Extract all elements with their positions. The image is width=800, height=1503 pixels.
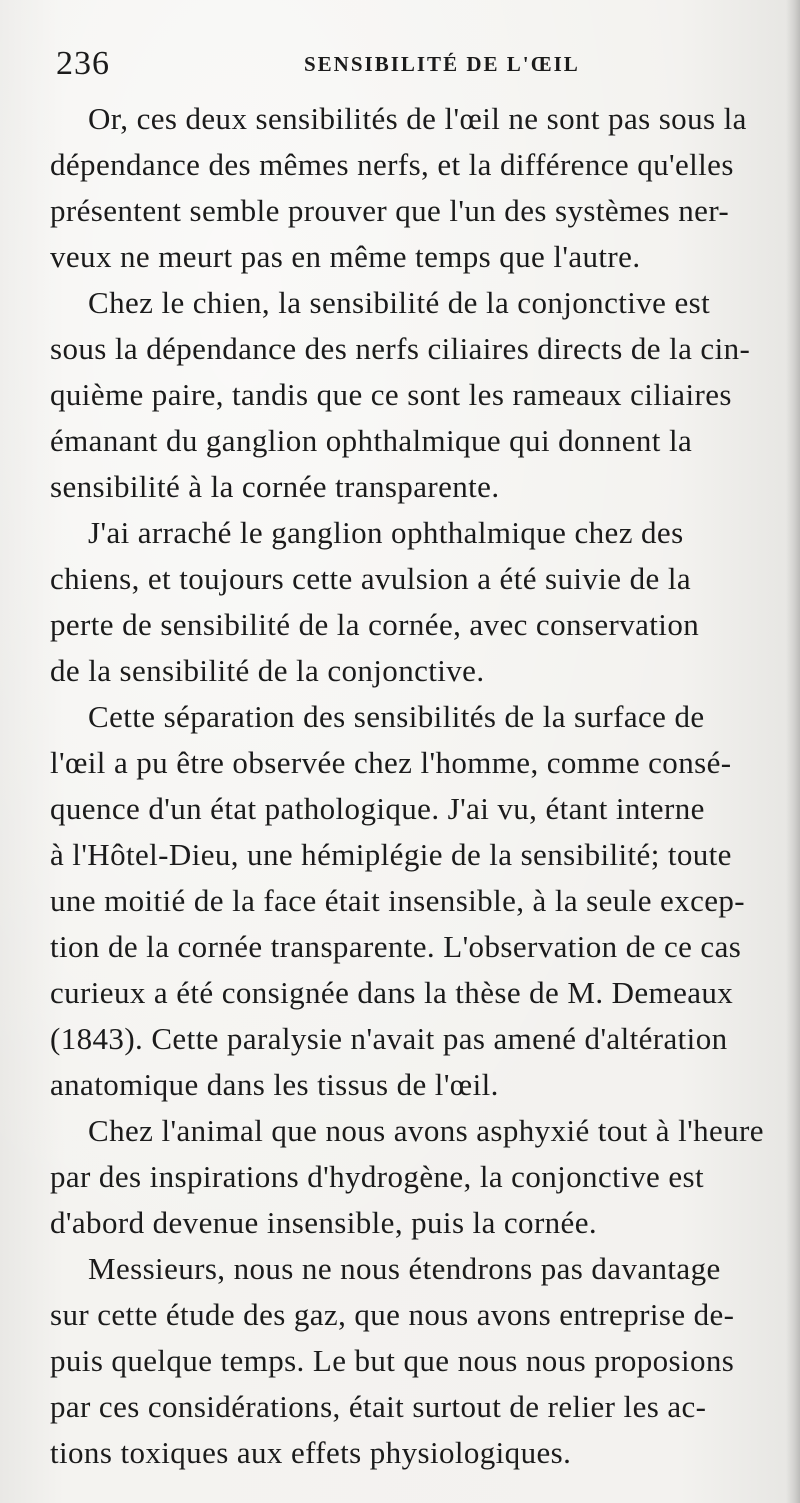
- text-line: anatomique dans les tissus de l'œil.: [50, 1067, 499, 1102]
- text-line: Messieurs, nous ne nous étendrons pas davantage: [88, 1251, 721, 1286]
- page-header: [56, 42, 786, 86]
- text-line: sensibilité à la cornée transparente.: [50, 469, 500, 504]
- text-line: d'abord devenue insensible, puis la cornée.: [50, 1205, 598, 1240]
- text-line: puis quelque temps. Le but que nous nous proposions: [50, 1343, 735, 1378]
- text-line: curieux a été consignée dans la thèse de M. Demeaux: [50, 975, 734, 1010]
- text-line: sur cette étude des gaz, que nous avons entreprise de-: [50, 1297, 735, 1332]
- running-head: SENSIBILITÉ DE L'ŒIL: [304, 52, 580, 76]
- text-line: tions toxiques aux effets physiologiques.: [50, 1435, 572, 1470]
- text-line: dépendance des mêmes nerfs, et la différence qu'elles: [50, 147, 734, 182]
- text-line: Chez le chien, la sensibilité de la conjonctive est: [88, 285, 711, 320]
- body-text: [50, 96, 794, 1476]
- text-line: tion de la cornée transparente. L'observation de ce cas: [50, 929, 742, 964]
- text-line: l'œil a pu être observée chez l'homme, comme consé-: [50, 745, 732, 780]
- text-line: quence d'un état pathologique. J'ai vu, étant interne: [50, 791, 705, 826]
- text-line: émanant du ganglion ophthalmique qui donnent la: [50, 423, 693, 458]
- text-line: veux ne meurt pas en même temps que l'autre.: [50, 239, 641, 274]
- text-line: de la sensibilité de la conjonctive.: [50, 653, 485, 688]
- text-line: J'ai arraché le ganglion ophthalmique chez des: [88, 515, 684, 550]
- text-line: Cette séparation des sensibilités de la surface de: [88, 699, 705, 734]
- text-line: sous la dépendance des nerfs ciliaires directs de la cin-: [50, 331, 751, 366]
- text-line: (1843). Cette paralysie n'avait pas amené d'altération: [50, 1021, 728, 1056]
- text-line: Chez l'animal que nous avons asphyxié tout à l'heure: [88, 1113, 764, 1148]
- text-line: Or, ces deux sensibilités de l'œil ne sont pas sous la: [88, 101, 747, 136]
- text-line: par ces considérations, était surtout de relier les ac-: [50, 1389, 707, 1424]
- text-line: quième paire, tandis que ce sont les rameaux ciliaires: [50, 377, 732, 412]
- text-line: par des inspirations d'hydrogène, la conjonctive est: [50, 1159, 704, 1194]
- text-line: chiens, et toujours cette avulsion a été suivie de la: [50, 561, 692, 596]
- text-line: présentent semble prouver que l'un des systèmes ner-: [50, 193, 730, 228]
- text-line: une moitié de la face était insensible, à la seule excep-: [50, 883, 746, 918]
- text-line: à l'Hôtel-Dieu, une hémiplégie de la sensibilité; toute: [50, 837, 732, 872]
- text-line: perte de sensibilité de la cornée, avec conservation: [50, 607, 700, 642]
- page-number: 236: [56, 45, 110, 82]
